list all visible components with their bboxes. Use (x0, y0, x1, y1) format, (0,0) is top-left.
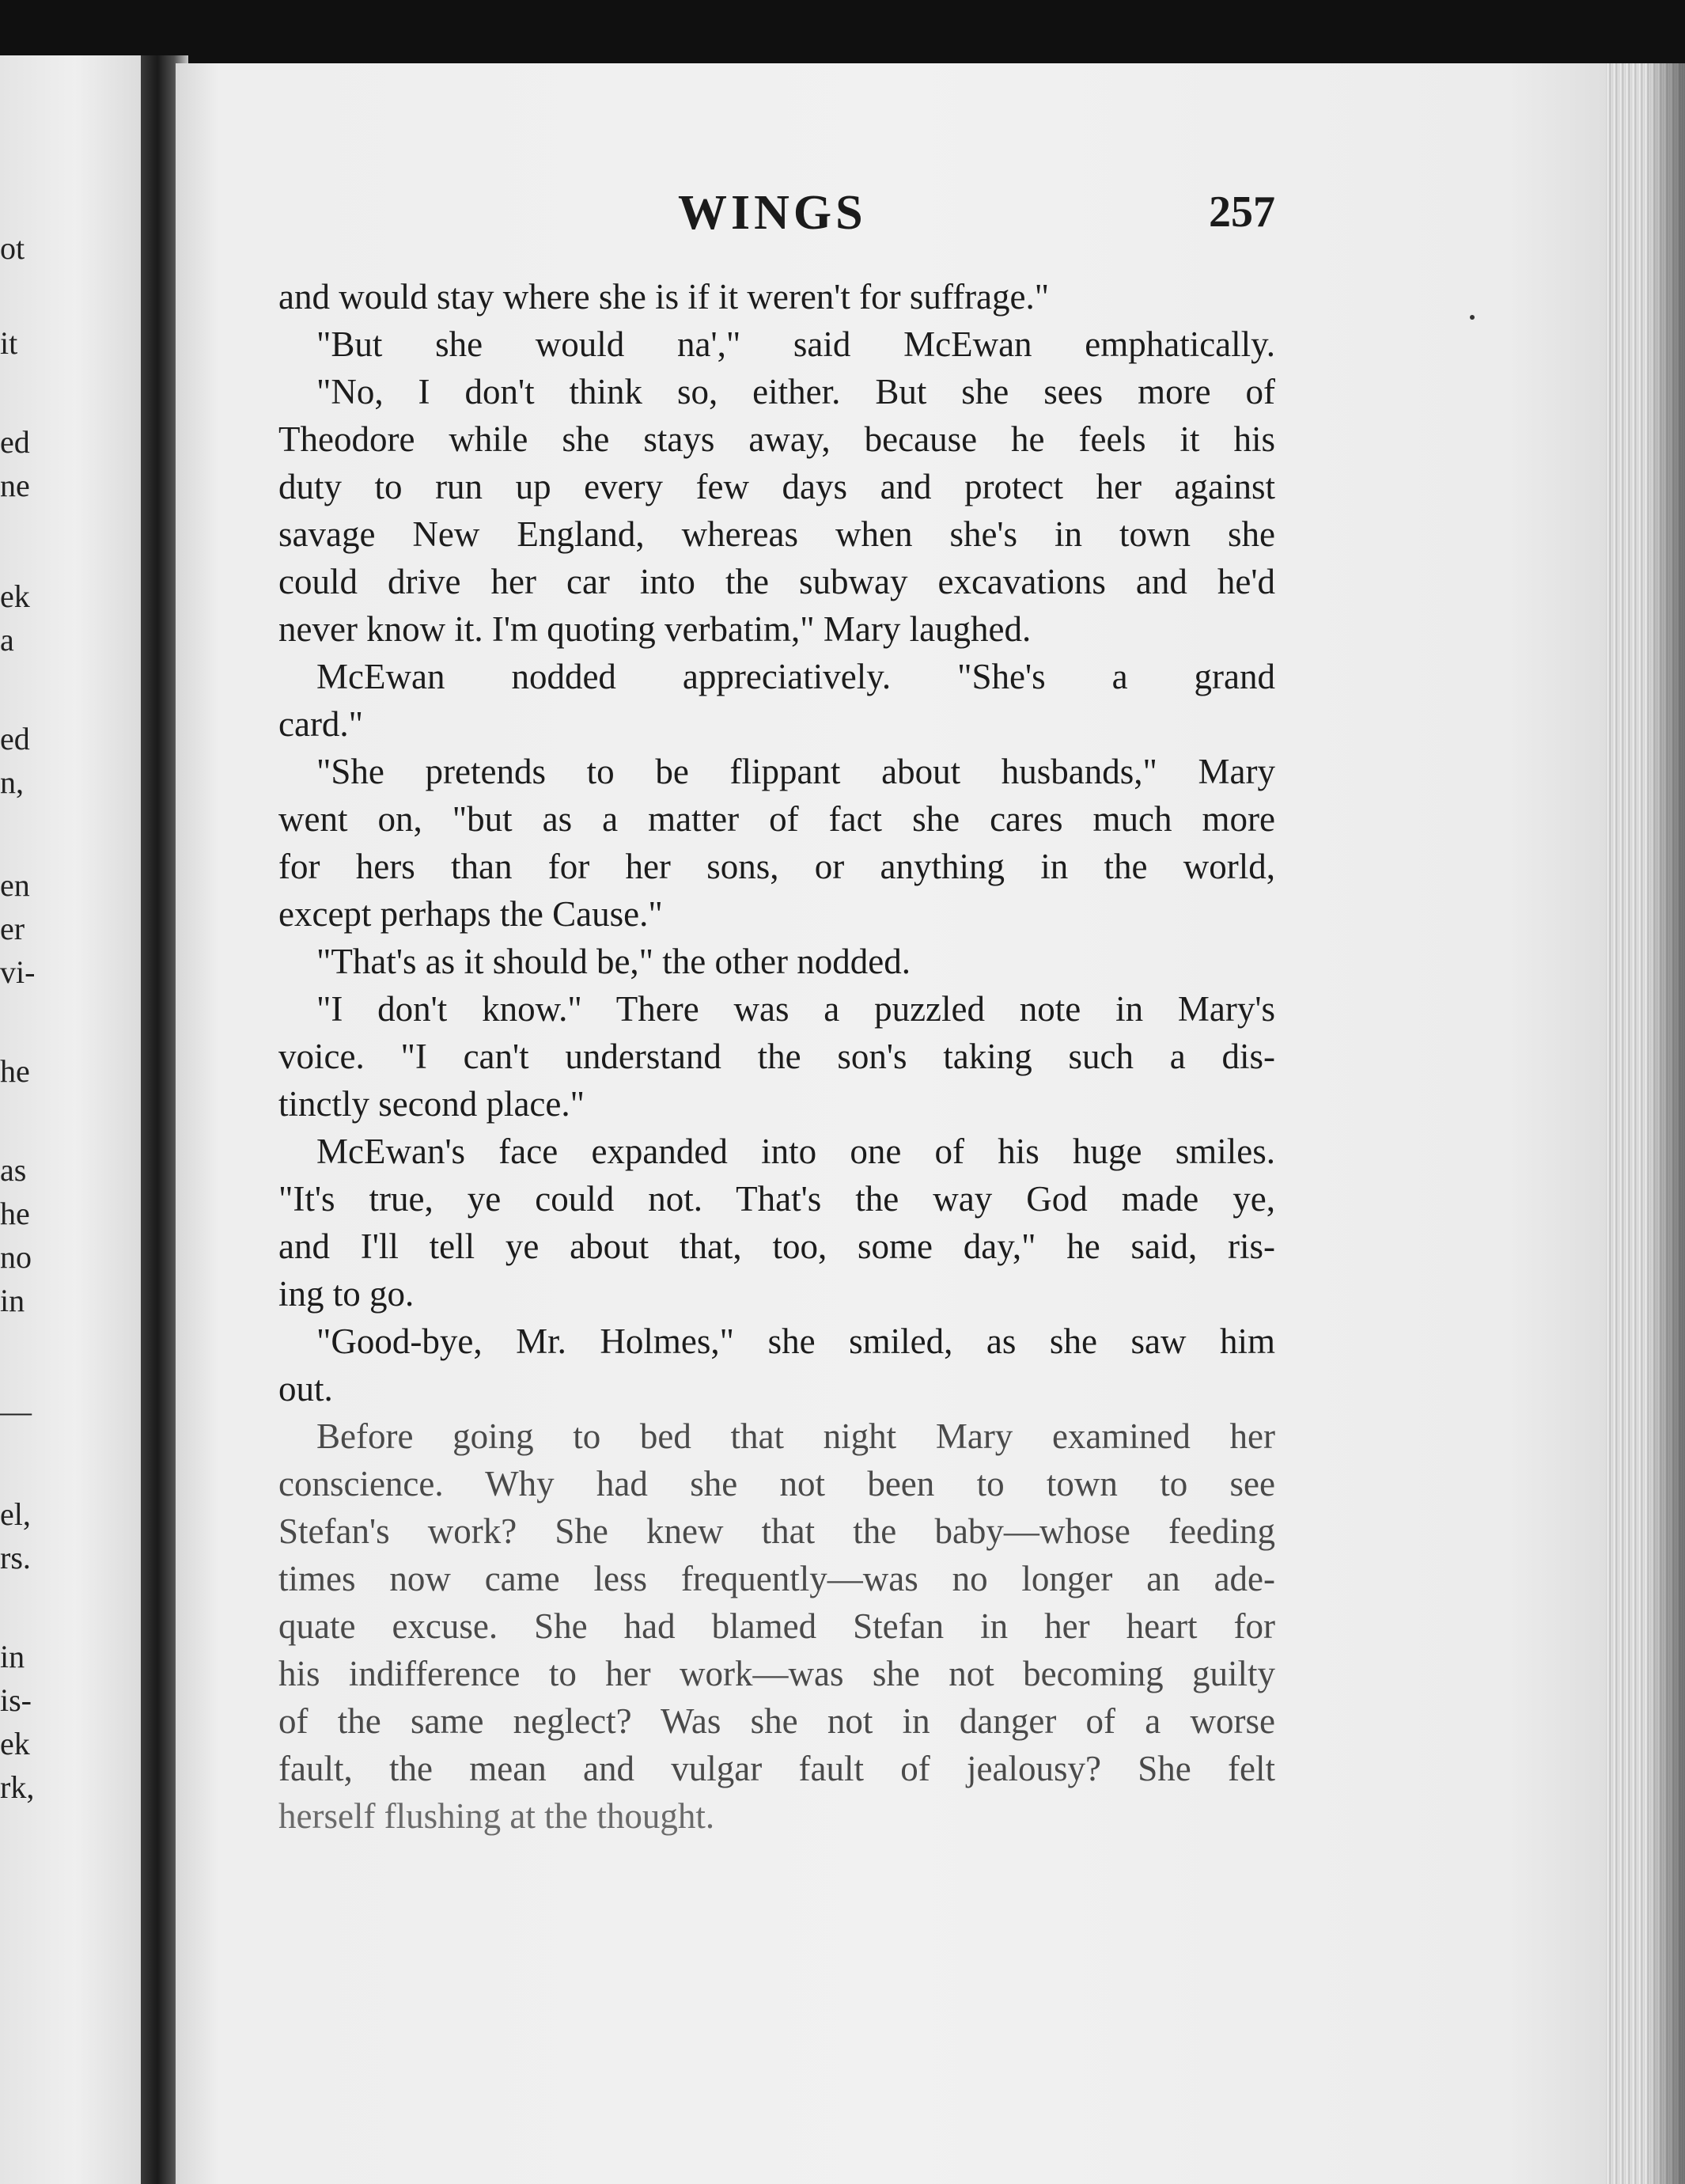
text-line: except perhaps the Cause." (278, 894, 663, 934)
text-line: voice. "I can't understand the son's taking such a dis- (278, 1037, 1275, 1076)
facing-page-edge (0, 55, 150, 2184)
page-edge-shadow (1645, 63, 1685, 2184)
facing-page-text-fragment: he (0, 1196, 30, 1231)
text-line: conscience. Why had she not been to town to see (278, 1464, 1275, 1503)
text-line: Theodore while she stays away, because he feels it his (278, 419, 1275, 459)
facing-page-text-fragment: a (0, 622, 14, 658)
facing-page-text-fragment: n, (0, 764, 24, 800)
text-line: McEwan nodded appreciatively. "She's a grand (316, 657, 1275, 696)
text-line: McEwan's face expanded into one of his huge smiles. (316, 1132, 1275, 1171)
facing-page-text-fragment: ed (0, 721, 30, 756)
text-line: "That's as it should be," the other nodded. (316, 942, 911, 981)
text-line: and would stay where she is if it weren't for suffrage." (278, 277, 1050, 317)
facing-page-text-fragment: no (0, 1239, 32, 1275)
text-line: savage New England, whereas when she's in town she (278, 514, 1275, 554)
facing-page-text-fragment: as (0, 1152, 27, 1188)
facing-page-text-fragment: rk, (0, 1769, 35, 1805)
text-line: ing to go. (278, 1274, 415, 1314)
text-line: went on, "but as a matter of fact she cares much more (278, 799, 1275, 839)
text-line: and I'll tell ye about that, too, some day," he said, ris- (278, 1227, 1275, 1266)
text-line: "She pretends to be flippant about husbands," Mary (316, 752, 1275, 791)
facing-page-text-fragment: en (0, 867, 30, 903)
facing-page-text-fragment: ek (0, 1726, 30, 1761)
facing-page-text-fragment: ek (0, 578, 30, 614)
facing-page-text-fragment: — (0, 1393, 32, 1429)
text-line: duty to run up every few days and protect her against (278, 467, 1275, 506)
facing-page-text-fragment: vi- (0, 954, 36, 990)
text-line: "But she would na'," said McEwan emphatically. (316, 324, 1275, 364)
text-line: tinctly second place." (278, 1084, 585, 1124)
text-line: his indifference to her work—was she not becoming guilty (278, 1654, 1275, 1693)
page-header (278, 176, 1275, 247)
facing-page-text-fragment: it (0, 325, 18, 361)
text-line: never know it. I'm quoting verbatim," Mary laughed. (278, 609, 1032, 649)
facing-page-text-fragment: in (0, 1283, 25, 1318)
page-body-text (278, 273, 1275, 1840)
dust-speck (1470, 315, 1475, 320)
page-number: 257 (1209, 188, 1275, 237)
text-line: card." (278, 704, 364, 744)
text-line: of the same neglect? Was she not in danger of a worse (278, 1701, 1275, 1741)
text-line: Before going to bed that night Mary examined her (316, 1416, 1275, 1456)
facing-page-text-fragment: er (0, 911, 25, 946)
text-line: "No, I don't think so, either. But she sees more of (316, 372, 1275, 411)
facing-page-text-fragment: ne (0, 468, 30, 503)
text-line: fault, the mean and vulgar fault of jealousy? She felt (278, 1749, 1275, 1788)
text-line: times now came less frequently—was no longer an ade- (278, 1559, 1275, 1598)
text-line: out. (278, 1369, 333, 1409)
facing-page-text-fragment: is- (0, 1682, 32, 1718)
running-head: WINGS (678, 186, 867, 240)
text-line: herself flushing at the thought. (278, 1796, 715, 1836)
facing-page-text-fragment: he (0, 1053, 30, 1089)
text-line: "It's true, ye could not. That's the way God made ye, (278, 1179, 1275, 1219)
text-line: for hers than for her sons, or anything in the world, (278, 847, 1275, 886)
facing-page-text-fragment: ed (0, 424, 30, 460)
text-line: "I don't know." There was a puzzled note in Mary's (316, 989, 1275, 1029)
text-line: could drive her car into the subway excavations and he'd (278, 562, 1275, 601)
text-line: "Good-bye, Mr. Holmes," she smiled, as she saw him (316, 1321, 1275, 1361)
facing-page-text-fragment: in (0, 1639, 25, 1674)
facing-page-text-fragment: ot (0, 230, 25, 266)
facing-page-text-fragment: el, (0, 1496, 31, 1532)
text-line: Stefan's work? She knew that the baby—whose feeding (278, 1511, 1275, 1551)
text-line: quate excuse. She had blamed Stefan in her heart for (278, 1606, 1275, 1646)
facing-page-text-fragment: rs. (0, 1540, 31, 1575)
